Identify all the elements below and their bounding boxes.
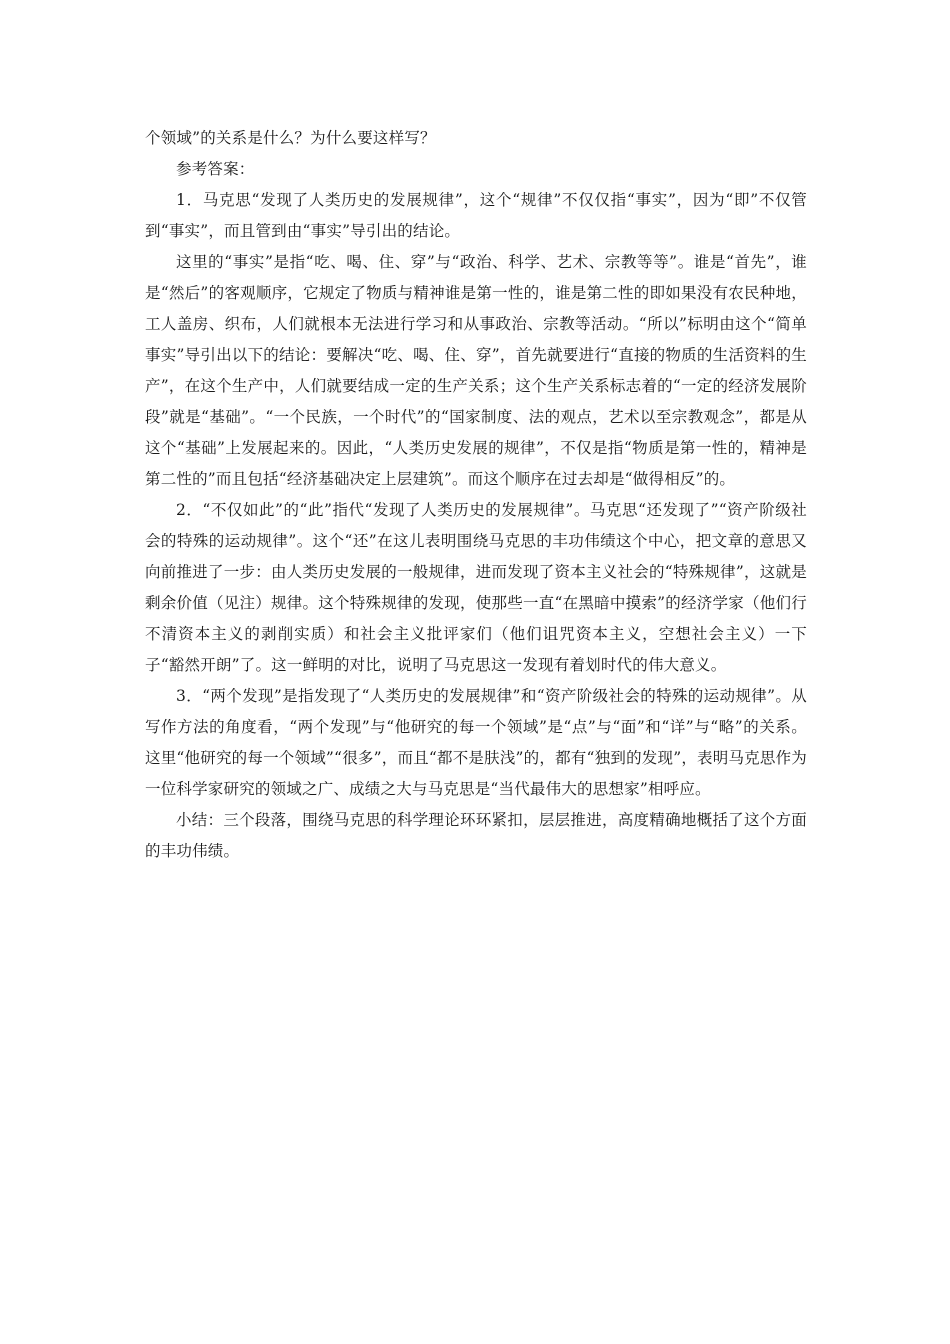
- paragraph-answer-2: 2．“不仅如此”的“此”指代“发现了人类历史的发展规律”。马克思“还发现了”“资产阶级社会的特殊的运动规律”。这个“还”在这儿表明围绕马克思的丰功伟绩这个中心，把文章的意思又向前推进了一步：由人类历史发展的一般规律，进而发现了资本主义社会的“特殊规律”，这就是剩余价值（见注）规律。这个特殊规律的发现，使那些一直“在黑暗中摸索”的经济学家（他们行不清资本主义的剥削实质）和社会主义批评家们（他们诅咒资本主义，空想社会主义）一下子“豁然开朗”了。这一鲜明的对比，说明了马克思这一发现有着划时代的伟大意义。: [145, 501, 807, 674]
- paragraph-summary: 小结：三个段落，围绕马克思的科学理论环环紧扣，层层推进，高度精确地概括了这个方面的丰功伟绩。: [145, 811, 807, 860]
- paragraph-question-continuation: 个领域”的关系是什么？为什么要这样写？: [145, 129, 436, 147]
- paragraph-answer-1-explanation: 这里的“事实”是指“吃、喝、住、穿”与“政治、科学、艺术、宗教等等”。谁是“首先”，谁是“然后”的客观顺序，它规定了物质与精神谁是第一性的，谁是第二性的即如果没有农民种地，工人盖房、织布，人们就根本无法进行学习和从事政治、宗教等活动。“所以”标明由这个“简单事实”导引出以下的结论：要解决“吃、喝、住、穿”，首先就要进行“直接的物质的生活资料的生产”，在这个生产中，人们就要结成一定的生产关系；这个生产关系标志着的“一定的经济发展阶段”就是“基础”。“一个民族，一个时代”的“国家制度、法的观点，艺术以至宗教观念”，都是从这个“基础”上发展起来的。因此，“人类历史发展的规律”，不仅是指“物质是第一性的，精神是第二性的”而且包括“经济基础决定上层建筑”。而这个顺序在过去却是“做得相反”的。: [145, 253, 807, 488]
- document-body: [145, 123, 807, 867]
- paragraph-answer-3: 3．“两个发现”是指发现了“人类历史的发展规律”和“资产阶级社会的特殊的运动规律”。从写作方法的角度看，“两个发现”与“他研究的每一个领域”是“点”与“面”和“详”与“略”的关系。这里“他研究的每一个领域”“很多”，而且“都不是肤浅”的，都有“独到的发现”，表明马克思作为一位科学家研究的领域之广、成绩之大与马克思是“当代最伟大的思想家”相呼应。: [145, 687, 807, 798]
- paragraph-answer-heading: 参考答案：: [176, 160, 255, 178]
- paragraph-answer-1: 1．马克思“发现了人类历史的发展规律”，这个“规律”不仅仅指“事实”，因为“即”不仅管到“事实”，而且管到由“事实”导引出的结论。: [145, 191, 807, 240]
